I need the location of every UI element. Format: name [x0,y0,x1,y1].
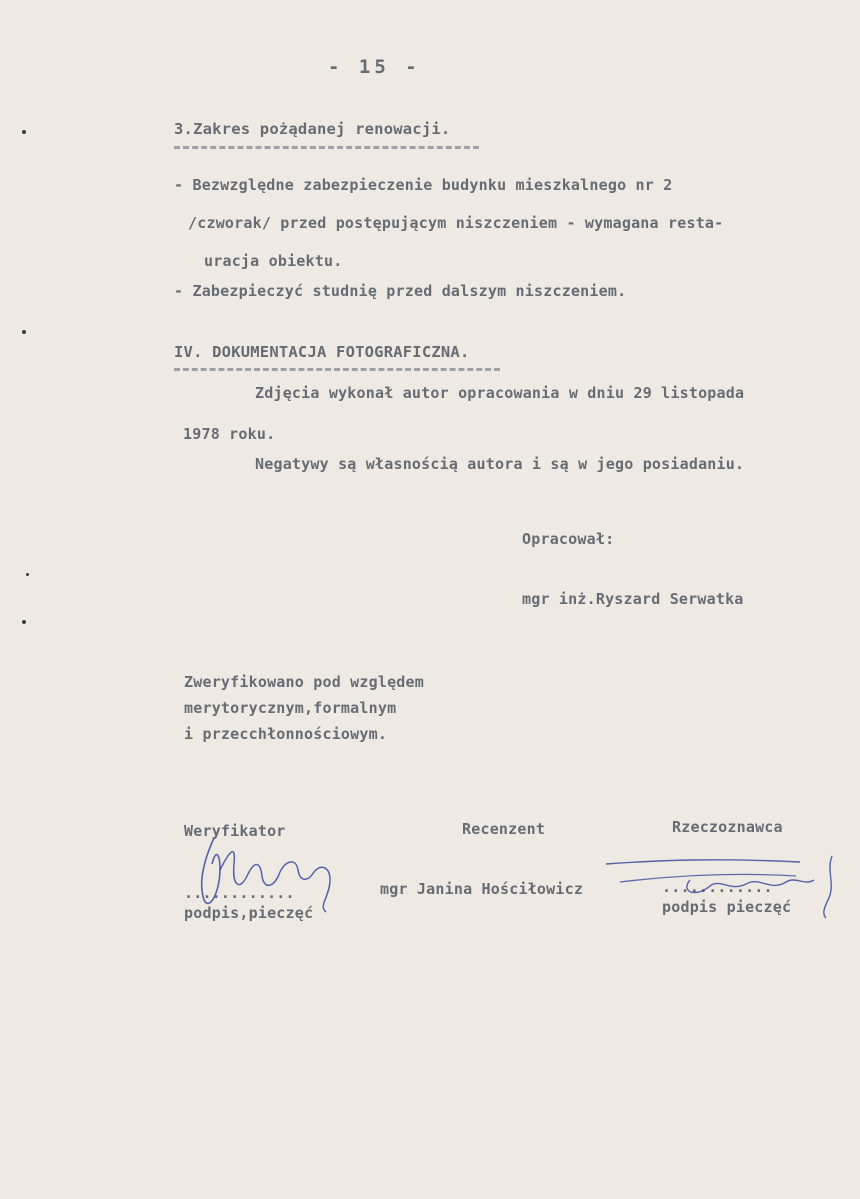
expert-label: Rzeczoznawca [672,818,783,836]
verifier-caption: podpis,pieczęć [184,904,314,922]
expert-caption: podpis pieczęć [662,898,792,916]
negatives-paragraph: Negatywy są własnością autora i są w jego posiadaniu. [255,455,745,473]
prepared-by-name: mgr inż.Ryszard Serwatka [522,590,744,608]
bullet-2-line-1: - Zabezpieczyć studnię przed dalszym niszczeniem. [174,282,627,300]
verifier-signature-line: ............ [184,884,295,902]
verification-line-1: Zweryfikowano pod względem [184,673,424,691]
reviewer-label: Recenzent [462,820,546,838]
page-number: - 15 - [328,56,421,78]
section-4-underline [174,368,500,371]
margin-mark [22,130,26,134]
margin-mark [22,330,26,334]
section-3-underline [174,146,479,149]
bullet-1-line-2: /czworak/ przed postępującym niszczeniem - wymagana resta- [188,214,724,232]
reviewer-name: mgr Janina Hościłowicz [380,880,584,898]
verifier-handwritten-signature [190,830,350,920]
photo-paragraph-line-1: Zdjęcia wykonał autor opracowania w dniu 29 listopada [255,384,745,402]
prepared-by-label: Opracował: [522,530,615,548]
verification-line-2: merytorycznym,formalnym [184,699,397,717]
bullet-1-line-1: - Bezwzględne zabezpieczenie budynku mieszkalnego nr 2 [174,176,673,194]
expert-signature-line: ............ [662,878,773,896]
section-4-heading: IV. DOKUMENTACJA FOTOGRAFICZNA. [174,343,470,361]
expert-handwritten-signature [600,852,850,922]
bullet-1-line-3: uracja obiektu. [204,252,343,270]
section-3-heading: 3.Zakres pożądanej renowacji. [174,120,451,138]
margin-mark [22,620,26,624]
margin-mark [26,573,29,576]
verification-line-3: i przecchłonnościowym. [184,725,388,743]
verifier-label: Weryfikator [184,822,286,840]
photo-paragraph-line-2: 1978 roku. [183,425,276,443]
